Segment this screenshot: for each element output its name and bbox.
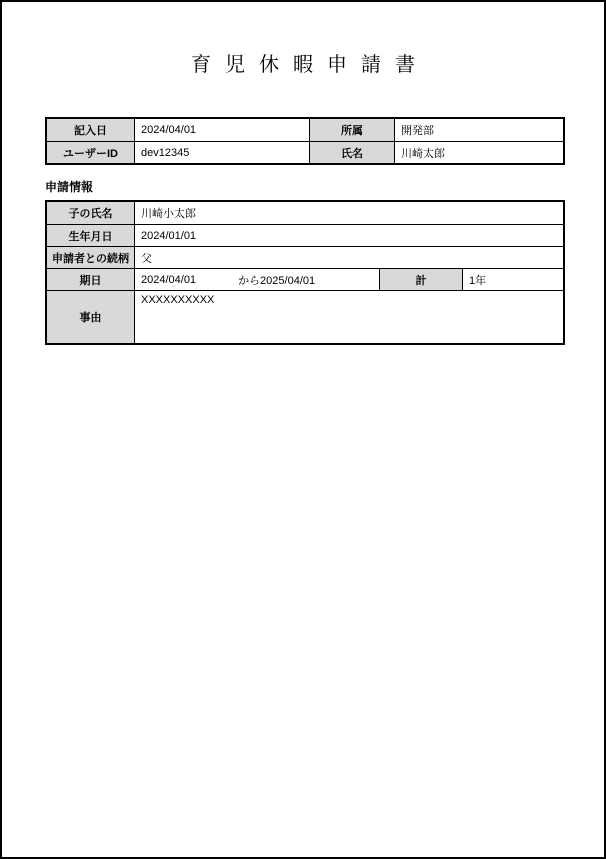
- table-row-entry-date: [47, 119, 563, 141]
- period-end-date: から2025/04/01: [238, 274, 316, 287]
- table-row-period: [47, 268, 563, 290]
- child-name-value: 川崎小太郎: [134, 202, 563, 224]
- application-info-section-heading: 申請情報: [45, 180, 94, 194]
- user-id-value: dev12345: [134, 142, 309, 163]
- applicant-info-table: [45, 117, 565, 165]
- table-row-child-name: [47, 202, 563, 224]
- table-row-relationship: [47, 246, 563, 268]
- relationship-label: 申請者との続柄: [47, 247, 134, 268]
- period-label: 期日: [47, 269, 134, 290]
- application-info-table: [45, 200, 565, 345]
- period-total-value: 1年: [462, 269, 563, 290]
- department-label: 所属: [309, 119, 394, 141]
- table-row-user-id: [47, 141, 563, 163]
- table-row-birth-date: [47, 224, 563, 246]
- child-name-label: 子の氏名: [47, 202, 134, 224]
- document-title: 育児休暇申請書: [191, 54, 429, 76]
- reason-label: 事由: [47, 291, 134, 343]
- entry-date-label: 記入日: [47, 119, 134, 141]
- period-total-label: 計: [379, 269, 462, 290]
- relationship-value: 父: [134, 247, 563, 268]
- table-row-reason: [47, 290, 563, 343]
- entry-date-value: 2024/04/01: [134, 119, 309, 141]
- user-id-label: ユーザーID: [47, 142, 134, 163]
- birth-date-label: 生年月日: [47, 225, 134, 246]
- birth-date-value: 2024/01/01: [134, 225, 563, 246]
- reason-value: XXXXXXXXXX: [134, 291, 563, 343]
- period-range-cell: [134, 269, 379, 290]
- name-value: 川崎太郎: [394, 142, 563, 163]
- department-value: 開発部: [394, 119, 563, 141]
- name-label: 氏名: [309, 142, 394, 163]
- period-start-date: 2024/04/01: [141, 273, 197, 286]
